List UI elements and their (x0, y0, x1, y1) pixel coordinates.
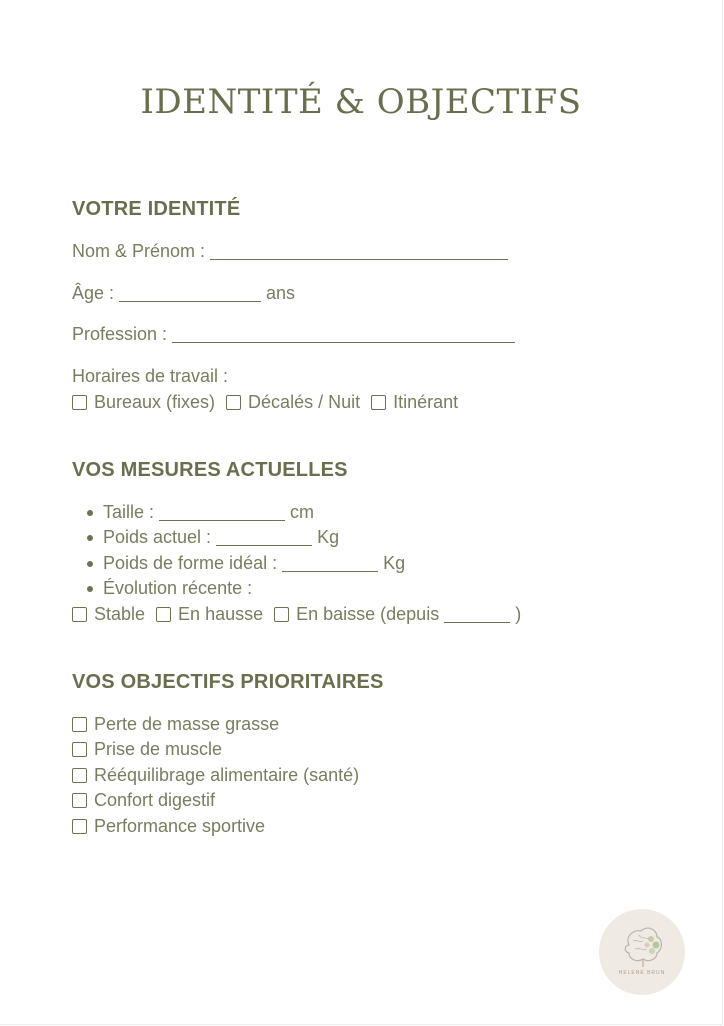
name-row (72, 241, 513, 262)
logo-text: HELENE BRUN (618, 970, 666, 976)
checkbox[interactable] (274, 607, 289, 622)
goal-item[interactable] (72, 765, 359, 786)
bullet-icon (87, 535, 93, 541)
hours-option-night[interactable] (226, 392, 360, 413)
evolution-option-down[interactable] (274, 604, 521, 625)
bullet-icon (87, 561, 93, 567)
goal-label: Performance sportive (94, 816, 266, 836)
hours-option-itinerant[interactable] (371, 392, 458, 413)
goals-heading: VOS OBJECTIFS PRIORITAIRES (72, 671, 384, 693)
option-label: Stable (94, 604, 146, 624)
evolution-label: Évolution récente : (103, 578, 253, 598)
checkbox[interactable] (226, 395, 241, 410)
option-label: Itinérant (393, 392, 459, 412)
age-field[interactable] (119, 286, 261, 302)
evolution-option-stable[interactable] (72, 604, 145, 625)
option-label: En hausse (178, 604, 264, 624)
profession-row (72, 324, 520, 345)
bullet-icon (87, 510, 93, 516)
checkbox[interactable] (72, 395, 87, 410)
checkbox[interactable] (72, 742, 87, 757)
weight-row (72, 527, 339, 548)
name-field[interactable] (210, 244, 508, 260)
goal-label: Confort digestif (94, 790, 216, 810)
age-label: Âge : (72, 283, 115, 303)
ideal-weight-field[interactable] (282, 556, 378, 572)
weight-label: Poids actuel : (103, 527, 212, 547)
goal-label: Perte de masse grasse (94, 714, 280, 734)
hours-options (72, 392, 469, 413)
checkbox[interactable] (156, 607, 171, 622)
identity-heading: VOTRE IDENTITÉ (72, 198, 241, 220)
checkbox[interactable] (72, 607, 87, 622)
name-label: Nom & Prénom : (72, 241, 206, 261)
age-unit: ans (266, 283, 296, 303)
evolution-row (72, 578, 252, 599)
page-title: IDENTITÉ & OBJECTIFS (140, 82, 582, 122)
evolution-option-up[interactable] (156, 604, 263, 625)
checkbox[interactable] (371, 395, 386, 410)
height-label: Taille : (103, 502, 155, 522)
age-row (72, 283, 295, 304)
height-row (72, 502, 314, 523)
checkbox[interactable] (72, 819, 87, 834)
ideal-weight-label: Poids de forme idéal : (103, 553, 278, 573)
goal-item[interactable] (72, 739, 222, 760)
brand-logo (599, 909, 685, 995)
since-field[interactable] (444, 607, 510, 623)
ideal-weight-row (72, 553, 405, 574)
option-label: Décalés / Nuit (248, 392, 361, 412)
goal-label: Rééquilibrage alimentaire (santé) (94, 765, 360, 785)
goal-item[interactable] (72, 714, 279, 735)
profession-field[interactable] (172, 327, 515, 343)
goal-label: Prise de muscle (94, 739, 223, 759)
option-label: Bureaux (fixes) (94, 392, 216, 412)
hours-option-fixed[interactable] (72, 392, 215, 413)
brain-tree-icon (599, 909, 685, 995)
checkbox[interactable] (72, 768, 87, 783)
checkbox[interactable] (72, 793, 87, 808)
height-unit: cm (290, 502, 315, 522)
evolution-options (72, 604, 521, 625)
height-field[interactable] (159, 505, 285, 521)
hours-label: Horaires de travail : (72, 366, 229, 386)
bullet-icon (87, 586, 93, 592)
ideal-weight-unit: Kg (383, 553, 406, 573)
profession-label: Profession : (72, 324, 168, 344)
closing-paren: ) (515, 604, 522, 624)
option-label: En baisse (depuis (296, 604, 440, 624)
weight-field[interactable] (216, 530, 312, 546)
measures-heading: VOS MESURES ACTUELLES (72, 459, 348, 481)
weight-unit: Kg (317, 527, 340, 547)
checkbox[interactable] (72, 717, 87, 732)
goal-item[interactable] (72, 816, 265, 837)
goal-item[interactable] (72, 790, 215, 811)
